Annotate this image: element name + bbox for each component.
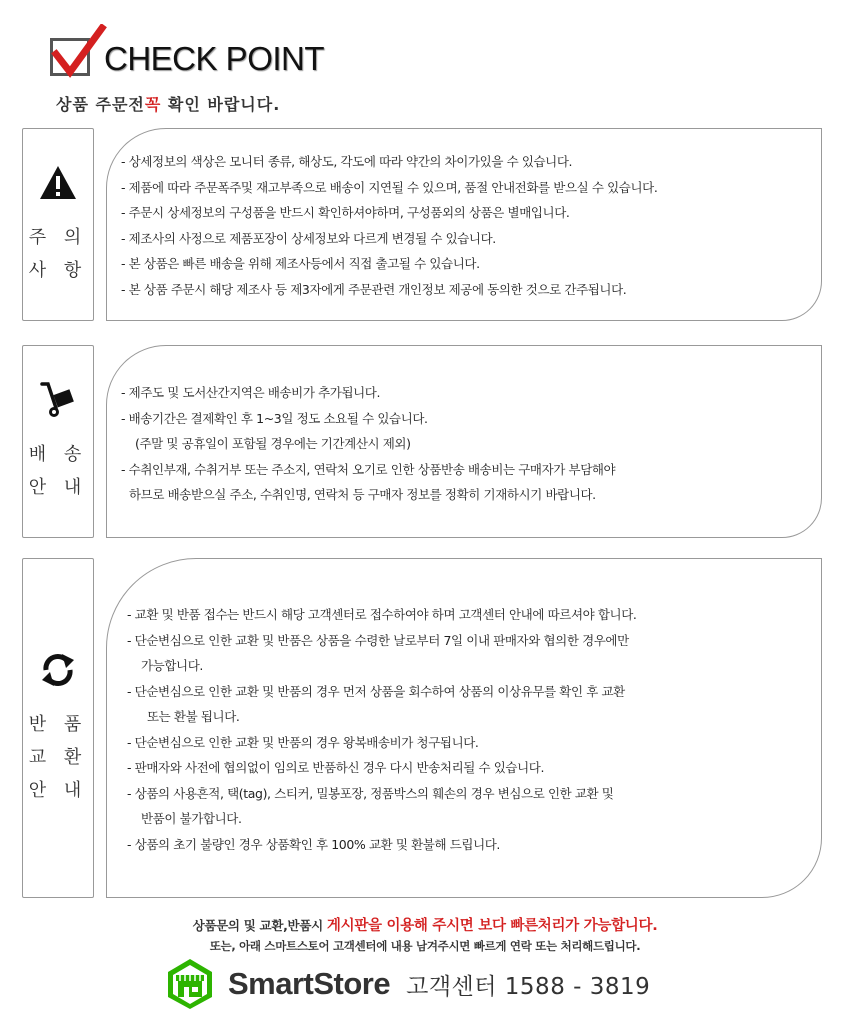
returns-content bbox=[106, 558, 822, 898]
warning-icon bbox=[38, 163, 78, 203]
list-item: - 수취인부재, 수취거부 또는 주소지, 연락처 오기로 인한 상품반송 배송비는 구매자가 부담해야 bbox=[121, 461, 616, 477]
returns-label-line3: 안 내 bbox=[28, 779, 88, 801]
checkpoint-header bbox=[48, 24, 448, 84]
page-title: CHECK POINT bbox=[104, 40, 325, 77]
page-subtitle: 상품 주문전꼭 확인 바랍니다. bbox=[56, 95, 281, 114]
list-item: - 배송기간은 결제확인 후 1~3일 정도 소요될 수 있습니다. bbox=[121, 410, 428, 426]
shipping-label-line2: 안 내 bbox=[28, 476, 88, 498]
footer-notice-line1: 상품문의 및 교환,반품시 게시판을 이용해 주시면 보다 빠른처리가 가능합니다. bbox=[192, 918, 658, 934]
footer-highlight: 게시판을 이용해 주시면 보다 빠른처리가 가능합니다. bbox=[326, 918, 658, 934]
list-item: 반품이 불가합니다. bbox=[141, 811, 242, 826]
smartstore-contact bbox=[164, 956, 650, 1012]
hand-truck-icon bbox=[38, 380, 78, 420]
list-item: - 단순변심으로 인한 교환 및 반품의 경우 왕복배송비가 청구됩니다. bbox=[127, 734, 479, 750]
shipping-label-box bbox=[22, 345, 94, 538]
notice-label-box bbox=[22, 128, 94, 321]
smartstore-logo-icon bbox=[164, 957, 216, 1011]
list-item: - 상품의 초기 불량인 경우 상품확인 후 100% 교환 및 환불해 드립니다. bbox=[127, 836, 501, 852]
list-item: 하므로 배송받으실 주소, 수취인명, 연락처 등 구매자 정보를 정확히 기재하시기 바랍니다. bbox=[129, 487, 596, 502]
returns-label-line2: 교 환 bbox=[28, 746, 88, 768]
returns-label-box bbox=[22, 558, 94, 898]
shipping-label-line1: 배 송 bbox=[28, 443, 88, 465]
list-item: - 주문시 상세정보의 구성품을 반드시 확인하셔야하며, 구성품외의 상품은 별매입니다. bbox=[121, 205, 570, 220]
list-item: 가능합니다. bbox=[141, 658, 203, 673]
list-item: - 상품의 사용흔적, 택(tag), 스티커, 밀봉포장, 정품박스의 훼손의 경우 변심으로 인한 교환 및 bbox=[127, 785, 614, 801]
list-item: - 제주도 및 도서산간지역은 배송비가 추가됩니다. bbox=[121, 385, 381, 400]
list-item: - 본 상품 주문시 해당 제조사 등 제3자에게 주문관련 개인정보 제공에 동의한 것으로 간주됩니다. bbox=[121, 281, 627, 297]
list-item: - 제조사의 사정으로 제품포장이 상세정보와 다르게 변경될 수 있습니다. bbox=[121, 230, 496, 246]
list-item: 또는 환불 됩니다. bbox=[147, 709, 240, 724]
footer-notice-line2: 또는, 아래 스마트스토어 고객센터에 내용 남겨주시면 빠르게 연락 또는 처리해드립니다. bbox=[209, 939, 641, 953]
list-item: - 단순변심으로 인한 교환 및 반품은 상품을 수령한 날로부터 7일 이내 판매자와 협의한 경우에만 bbox=[127, 632, 629, 648]
shipping-content bbox=[106, 345, 822, 538]
list-item: - 제품에 따라 주문폭주및 재고부족으로 배송이 지연될 수 있으며, 품절 안내전화를 받으실 수 있습니다. bbox=[121, 179, 658, 195]
list-item: - 단순변심으로 인한 교환 및 반품의 경우 먼저 상품을 회수하여 상품의 이상유무를 확인 후 교환 bbox=[127, 683, 625, 699]
notice-content bbox=[106, 128, 822, 321]
list-item: - 교환 및 반품 접수는 반드시 해당 고객센터로 접수하여야 하며 고객센터 안내에 따르셔야 합니다. bbox=[127, 607, 637, 622]
list-item: (주말 및 공휴일이 포함될 경우에는 기간계산시 제외) bbox=[135, 436, 411, 451]
notice-label-line2: 사 항 bbox=[28, 259, 88, 281]
red-checkmark-icon bbox=[48, 24, 108, 84]
notice-label-line1: 주 의 bbox=[28, 226, 88, 248]
list-item: - 판매자와 사전에 협의없이 임의로 반품하신 경우 다시 반송처리될 수 있습니다. bbox=[127, 760, 545, 775]
subtitle-accent: 꼭 bbox=[144, 95, 162, 114]
refresh-icon bbox=[38, 650, 78, 690]
list-item: - 본 상품은 빠른 배송을 위해 제조사등에서 직접 출고될 수 있습니다. bbox=[121, 256, 480, 271]
store-contact-number: 고객센터 1588 - 3819 bbox=[406, 973, 651, 1000]
list-item: - 상세정보의 색상은 모니터 종류, 해상도, 각도에 따라 약간의 차이가있을 수 있습니다. bbox=[121, 154, 573, 169]
store-name: SmartStore bbox=[228, 966, 391, 1001]
returns-label-line1: 반 품 bbox=[28, 713, 88, 735]
